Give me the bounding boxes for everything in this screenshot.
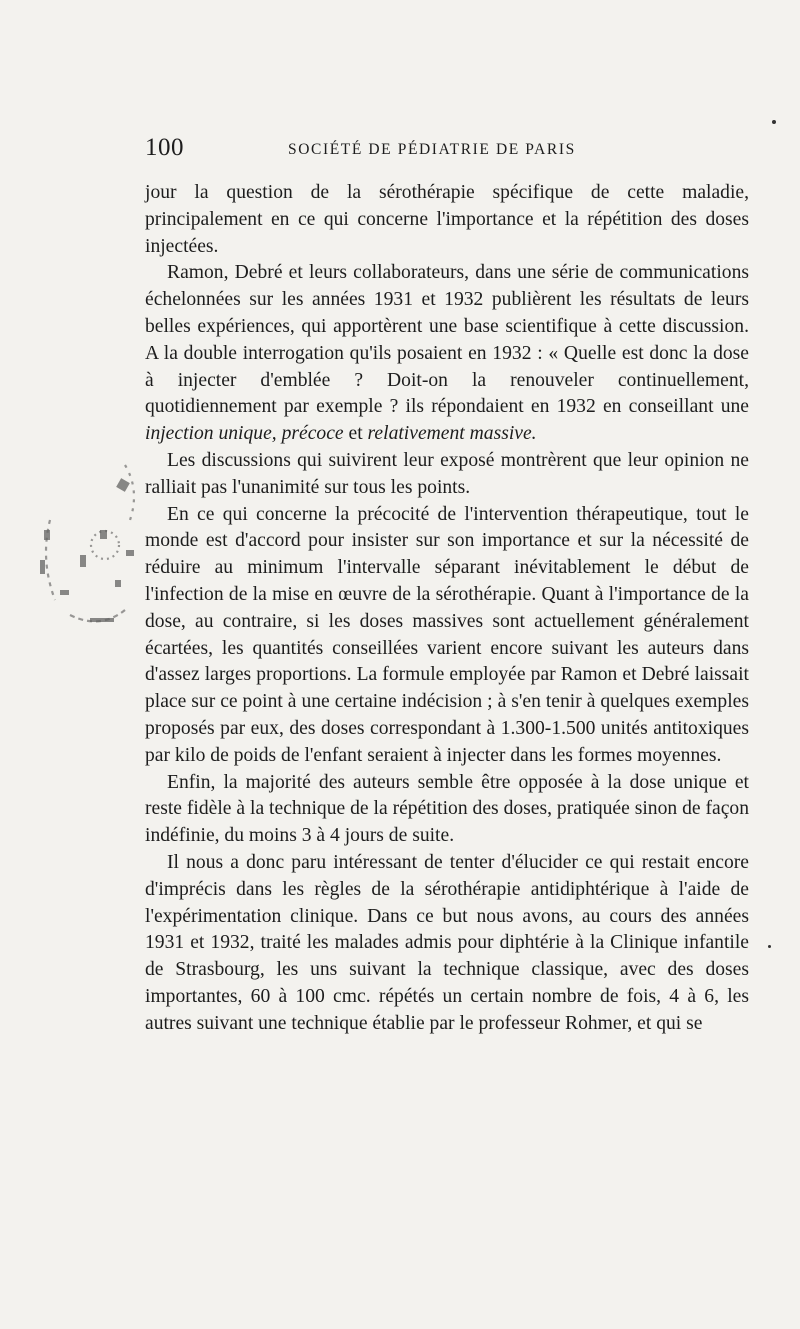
- paragraph: Enfin, la majorité des auteurs semble être opposée à la dose unique et reste fidèle à la technique de la répétition des doses, pratiquée sinon de façon indéfinie, du moins 3 à 4 jours de suite.: [145, 771, 749, 847]
- library-stamp-icon: [30, 450, 150, 630]
- page-number: 100: [145, 134, 184, 161]
- print-speck: [768, 945, 771, 948]
- paragraph: En ce qui concerne la précocité de l'intervention thérapeutique, tout le monde est d'accord pour insister sur son importance et sur la nécessité de réduire au minimum l'intervalle séparant inévitablement le début de l'infection de la mise en œuvre de la sérothérapie. Quant à l'importance de la dose, au contraire, si les doses massives sont actuellement généralement écartées, les quantités conseillées varient encore suivant les auteurs dans d'assez larges proportions. La formule employée par Ramon et Debré laissait place sur ce point à une certaine indécision ; à s'en tenir à quelques exemples proposés par eux, des doses correspondant à 1.300-1.500 unités antitoxiques par kilo de poids de l'enfant seraient à injecter dans les formes moyennes.: [145, 503, 749, 766]
- paragraph: [145, 260, 749, 448]
- paragraph: Les discussions qui suivirent leur exposé montrèrent que leur opinion ne ralliait pas l'unanimité sur tous les points.: [145, 449, 749, 498]
- body-text: [145, 180, 749, 1038]
- italic-phrase: injection unique, précoce: [145, 423, 344, 445]
- running-head: SOCIÉTÉ DE PÉDIATRIE DE PARIS: [288, 141, 576, 158]
- paragraph: Il nous a donc paru intéressant de tenter d'élucider ce qui restait encore d'imprécis dans les règles de la sérothérapie antidiphtérique à l'aide de l'expérimentation clinique. Dans ce but nous avons, au cours des années 1931 et 1932, traité les malades admis pour diphtérie à la Clinique infantile de Strasbourg, les uns suivant la technique classique, avec des doses importantes, 60 à 100 cmc. répétés un certain nombre de fois, 4 à 6, les autres suivant une technique établie par le professeur Rohmer, et qui se: [145, 851, 749, 1034]
- paragraph-text: Ramon, Debré et leurs collaborateurs, dans une série de communications échelonnées sur les années 1931 et 1932 publièrent les résultats de leurs belles expériences, qui apportèrent une base scientifique à cette discussion. A la double interrogation qu'ils posaient en 1932 : « Quelle est donc la dose à injecter d'emblée ? Doit-on la renouveler continuellement, quotidiennement par exemple ? ils répondaient en 1932 en conseillant une injection unique, précoce et relativement massive.: [145, 262, 749, 445]
- paragraph: jour la question de la sérothérapie spécifique de cette maladie, principalement en ce qui concerne l'importance et la répétition des doses injectées.: [145, 182, 749, 257]
- print-speck: [772, 120, 776, 124]
- page-header: [145, 134, 749, 166]
- italic-phrase: relativement massive.: [367, 423, 537, 445]
